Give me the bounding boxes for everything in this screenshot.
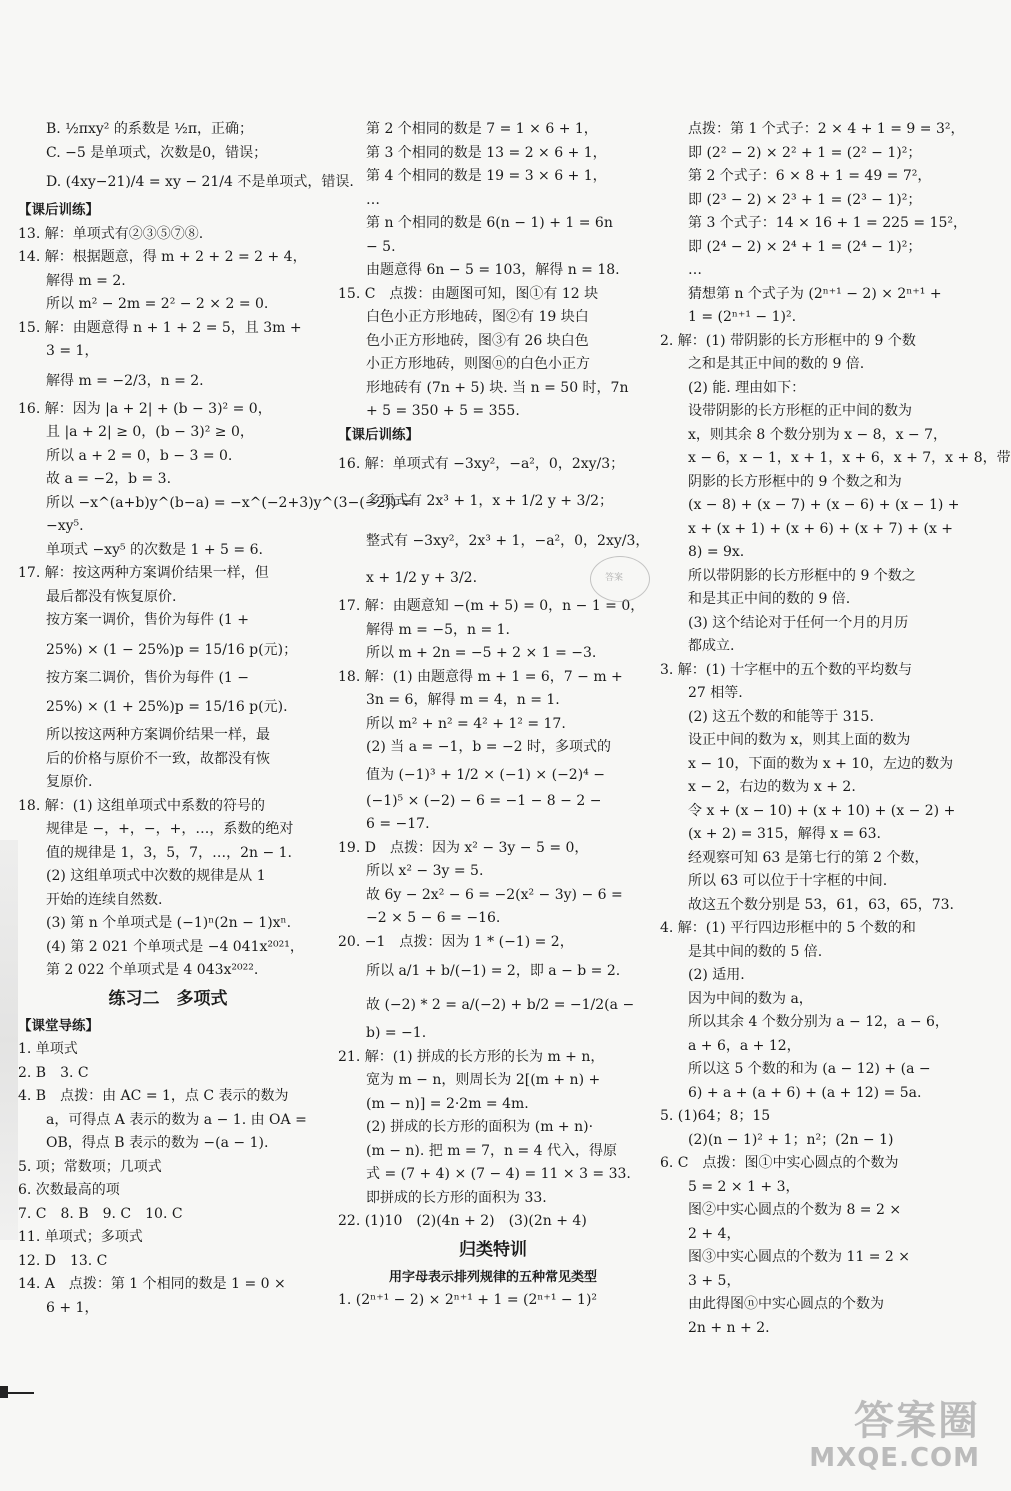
text-line: 27 相等. [688,685,743,701]
text-line: 开始的连续自然数. [46,891,163,908]
text-line: 图③中实心圆点的个数为 11 = 2 × [688,1249,910,1265]
answer-line: 2. 解：(1) 带阴影的长方形框中的 9 个数 [660,332,916,349]
answer-line: 5. 项；常数项；几项式 [18,1158,162,1175]
text-line: 都成立. [688,638,735,654]
text-line: 值为 (−1)³ + 1/2 × (−1) × (−2)⁴ − [366,766,605,783]
text-line: 5 = 2 × 1 + 3， [688,1178,800,1195]
text-line: 是其中间的数的 5 倍. [688,943,823,960]
text-line: … [688,262,702,278]
text-line: x − 2，右边的数为 x + 2. [688,779,856,795]
text-line: 所以 63 可以位于十字框的中间. [688,873,888,889]
text-line: 6 = −17. [366,816,430,832]
text-line: b) = −1. [366,1025,427,1041]
column-left [18,118,413,1320]
text-line: 故 (−2) * 2 = a/(−2) + b/2 = −1/2(a − [366,997,635,1013]
text-line: 阴影的长方形框中的 9 个数之和为 [688,473,902,490]
text-line: 6) + a + (a + 6) + (a + 12) = 5a. [688,1084,922,1101]
text-line: a + 6，a + 12， [688,1037,801,1054]
text-line: 故 a = −2，b = 3. [46,471,172,487]
answer-line: 2. B 3. C [18,1064,89,1081]
text-line: − 5. [366,238,396,255]
text-line: 所以 m² − 2m = 2² − 2 × 2 = 0. [46,296,269,312]
text-line: 整式有 −3xy²，2x³ + 1，−a²，0，2xy/3， [366,533,650,549]
text-line: x，则其余 8 个数分别为 x − 8，x − 7， [688,426,948,443]
column-middle [338,118,648,1313]
text-line: 第 3 个相同的数是 13 = 2 × 6 + 1， [366,144,607,161]
answer-line: 16. 解：因为 |a + 2| + (b − 3)² = 0， [18,400,272,417]
answer-line: 6. C 点拨：图①中实心圆点的个数为 [660,1155,899,1171]
watermark [809,1399,980,1473]
answer-line: 7. C 8. B 9. C 10. C [18,1205,183,1222]
text-line: C. −5 是单项式，次数是0，错误； [46,144,268,161]
seal-text: 答案 [605,573,624,583]
text-line: 解得 m = −2/3，n = 2. [46,372,204,389]
text-line: 白色小正方形地砖，图②有 19 块白 [366,309,589,325]
text-line: 所以带阴影的长方形框中的 9 个数之 [688,567,916,584]
text-line: 2n + n + 2. [688,1319,770,1336]
text-line: 因为中间的数为 a， [688,990,813,1007]
text-line: 宽为 m − n，则周长为 2[(m + n) + [366,1072,601,1088]
text-line: (2) 拼成的长方形的面积为 (m + n)· [366,1119,594,1135]
text-line: 后的价格与原价不一致，故都没有恢 [46,750,270,767]
text-line: 第 3 个式子：14 × 16 + 1 = 225 = 15²， [688,215,968,231]
text-line: 小正方形地砖，则图ⓝ的白色小正方 [366,356,590,372]
answer-line: 14. 解：根据题意，得 m + 2 + 2 = 2 + 4， [18,249,307,265]
text-line: 3 = 1， [46,343,99,359]
answer-line: 18. 解：(1) 这组单项式中系数的符号的 [18,797,265,814]
text-line: 最后都没有恢复原价. [46,588,177,605]
text-line: 25%) × (1 + 25%)p = 15/16 p(元). [46,699,288,715]
answer-line: 5. (1)64；8；15 [660,1108,771,1124]
text-line: 第 n 个相同的数是 6(n − 1) + 1 = 6n [366,215,613,231]
section-heading: 【课后训练】 [18,202,99,218]
watermark-url: MXQE.COM [809,1443,980,1473]
text-line: (m − n). 把 m = 7，n = 4 代入，得原 [366,1142,618,1159]
text-line: 图②中实心圆点的个数为 8 = 2 × [688,1202,902,1218]
text-line: 所以 a + 2 = 0，b − 3 = 0. [46,447,233,464]
answer-line: 3. 解：(1) 十字框中的五个数的平均数与 [660,661,913,678]
text-line: 令 x + (x − 10) + (x + 10) + (x − 2) + [688,802,956,819]
answer-line: 19. D 点拨：因为 x² − 3y − 5 = 0， [338,839,589,856]
text-line: 形地砖有 (7n + 5) 块. 当 n = 50 时，7n [366,379,629,396]
answer-line: 16. 解：单项式有 −3xy²，−a²，0，2xy/3； [338,456,625,472]
text-line: 值的规律是 1，3，5，7，…，2n − 1. [46,844,292,861]
text-line: 点拨：第 1 个式子：2 × 4 + 1 = 9 = 3²， [688,121,965,137]
text-line: OB，得点 B 表示的数为 −(a − 1). [46,1135,269,1151]
text-line: 由题意得 6n − 5 = 103，解得 n = 18. [366,262,620,278]
text-line: 1 = (2ⁿ⁺¹ − 1)². [688,309,797,325]
text-line: 所以 x² − 3y = 5. [366,863,484,879]
text-line: x − 6，x − 1，x + 1，x + 6，x + 7，x + 8，带 [688,450,1011,466]
text-line: 复原价. [46,774,93,790]
text-line: 设正中间的数为 x，则其上面的数为 [688,732,911,748]
text-line: x − 10，下面的数为 x + 10，左边的数为 [688,755,954,772]
answer-line: 17. 解：由题意知 −(m + 5) = 0，n − 1 = 0， [338,598,645,614]
text-line: 多项式有 2x³ + 1，x + 1/2 y + 3/2； [366,493,613,509]
text-line: 单项式 −xy⁵ 的次数是 1 + 5 = 6. [46,541,263,558]
text-line: 和是其正中间的数的 9 倍. [688,591,851,607]
text-line: 第 2 022 个单项式是 4 043x²⁰²². [46,962,259,978]
text-line: (2) 这五个数的和能等于 315. [688,708,874,725]
answer-line: 20. −1 点拨：因为 1 * (−1) = 2， [338,933,574,950]
text-line: (2) 适用. [688,967,745,983]
section-heading: 【课堂导练】 [18,1017,99,1034]
text-line: 3n = 6，解得 m = 4，n = 1. [366,692,560,708]
text-line: 式 = (7 + 4) × (7 − 4) = 11 × 3 = 33. [366,1166,631,1182]
text-line: 所以 m + 2n = −5 + 2 × 1 = −3. [366,645,597,661]
text-line: (4) 第 2 021 个单项式是 −4 041x²⁰²¹， [46,938,304,955]
text-line: 规律是 −，+，−，+，…，系数的绝对 [46,821,294,837]
answer-line: 1. 单项式 [18,1041,78,1057]
text-line: 故 6y − 2x² − 6 = −2(x² − 3y) − 6 = [366,886,623,903]
text-line: 色小正方形地砖，图③有 26 块白色 [366,332,589,349]
text-line: B. ½πxy² 的系数是 ½π，正确； [46,121,254,137]
answer-line: 6. 次数最高的项 [18,1182,120,1198]
page-footer-rule [0,1392,34,1394]
text-line: (x + 2) = 315，解得 x = 63. [688,826,881,842]
answer-line: 17. 解：按这两种方案调价结果一样，但 [18,565,269,581]
column-right [660,118,1011,1340]
seal-stamp [590,556,650,602]
text-line: 即 (2² − 2) × 2² + 1 = (2² − 1)²； [688,144,922,161]
section-title: 练习二 多项式 [108,988,228,1009]
text-line: 即拼成的长方形的面积为 33. [366,1189,547,1206]
text-line: a，可得点 A 表示的数为 a − 1. 由 OA = [46,1111,307,1128]
text-line: (2) 能. 理由如下： [688,379,806,396]
text-line: 由此得图ⓝ中实心圆点的个数为 [688,1296,884,1312]
text-line: D. (4xy−21)/4 = xy − 21/4 不是单项式，错误. [46,174,354,190]
text-line: 所以 −x^(a+b)y^(b−a) = −x^(−2+3)y^(3−(−2)) = [46,494,413,511]
answer-line: 21. 解：(1) 拼成的长方形的长为 m + n， [338,1048,605,1065]
text-line: 解得 m = 2. [46,272,126,289]
text-line: x + (x + 1) + (x + 6) + (x + 7) + (x + [688,520,954,537]
answer-line: 15. 解：由题意得 n + 1 + 2 = 5，且 3m + [18,319,302,336]
text-line: 2 + 4， [688,1225,741,1242]
answer-line: 11. 单项式；多项式 [18,1229,143,1245]
section-title: 归类特训 [459,1239,527,1260]
text-line: 即 (2⁴ − 2) × 2⁴ + 1 = (2⁴ − 1)²； [688,238,922,255]
text-line: (2) 当 a = −1，b = −2 时，多项式的 [366,739,612,755]
answer-line: 15. C 点拨：由题图可知，图①有 12 块 [338,285,599,302]
text-line: −2 × 5 − 6 = −16. [366,910,501,926]
text-line: 25%) × (1 − 25%)p = 15/16 p(元)； [46,641,298,658]
text-line: (−1)⁵ × (−2) − 6 = −1 − 8 − 2 − [366,792,602,809]
text-line: 按方案二调价，售价为每件 (1 − [46,669,249,686]
text-line: 之和是其正中间的数的 9 倍. [688,356,865,372]
text-line: 第 2 个式子：6 × 8 + 1 = 49 = 7²， [688,168,932,184]
text-line: 所以 m² + n² = 4² + 1² = 17. [366,715,566,732]
text-line: … [366,191,380,208]
answer-line: 4. B 点拨：由 AC = 1，点 C 表示的数为 [18,1088,289,1104]
text-line: (3) 这个结论对于任何一个月的月历 [688,614,909,631]
page-edge-shadow [0,840,18,1240]
text-line: (m − n)] = 2·2m = 4m. [366,1095,529,1112]
text-line: −xy⁵. [46,518,84,534]
text-line: 故这五个数分别是 53，61，63，65，73. [688,896,954,913]
text-line: 猜想第 n 个式子为 (2ⁿ⁺¹ − 2) × 2ⁿ⁺¹ + [688,285,942,302]
text-line: 所以 a/1 + b/(−1) = 2，即 a − b = 2. [366,963,621,979]
text-line: 第 4 个相同的数是 19 = 3 × 6 + 1， [366,168,607,184]
text-line: x + 1/2 y + 3/2. [366,570,478,586]
text-line: 第 2 个相同的数是 7 = 1 × 6 + 1， [366,121,598,137]
text-line: 所以其余 4 个数分别为 a − 12，a − 6， [688,1014,949,1030]
text-line: 即 (2³ − 2) × 2³ + 1 = (2³ − 1)²； [688,191,922,208]
answer-line: 1. (2ⁿ⁺¹ − 2) × 2ⁿ⁺¹ + 1 = (2ⁿ⁺¹ − 1)² [338,1292,598,1308]
answer-line: 13. 解：单项式有②③⑤⑦⑧. [18,225,204,242]
text-line: 按方案一调价，售价为每件 (1 + [46,612,249,628]
answer-line: 4. 解：(1) 平行四边形框中的 5 个数的和 [660,920,916,936]
text-line: (3) 第 n 个单项式是 (−1)ⁿ(2n − 1)xⁿ. [46,915,292,931]
text-line: 所以这 5 个数的和为 (a − 12) + (a − [688,1061,931,1077]
section-heading: 【课后训练】 [338,426,419,443]
text-line: 所以按这两种方案调价结果一样，最 [46,727,270,743]
text-line: 6 + 1， [46,1299,99,1316]
section-subtitle: 用字母表示排列规律的五种常见类型 [388,1269,597,1285]
answer-line: 22. (1)10 (2)(4n + 2) (3)(2n + 4) [338,1213,587,1229]
text-line: 解得 m = −5，n = 1. [366,621,510,638]
text-line: 3 + 5， [688,1272,741,1289]
watermark-logo-text: 答案圈 [854,1398,980,1444]
text-line: 8) = 9x. [688,544,745,560]
text-line: + 5 = 350 + 5 = 355. [366,403,520,419]
answer-line: 12. D 13. C [18,1252,108,1269]
text-line: 经观察可知 63 是第七行的第 2 个数， [688,849,929,866]
text-line: 且 |a + 2| ≥ 0，(b − 3)² ≥ 0， [46,424,254,440]
text-line: (2) 这组单项式中次数的规律是从 1 [46,868,266,884]
text-line: 设带阴影的长方形框的正中间的数为 [688,403,912,419]
text-line: (2)(n − 1)² + 1；n²；(2n − 1) [688,1131,894,1148]
answer-line: 14. A 点拨：第 1 个相同的数是 1 = 0 × [18,1276,286,1292]
text-line: (x − 8) + (x − 7) + (x − 6) + (x − 1) + [688,497,960,513]
answer-line: 18. 解：(1) 由题意得 m + 1 = 6，7 − m + [338,668,623,685]
